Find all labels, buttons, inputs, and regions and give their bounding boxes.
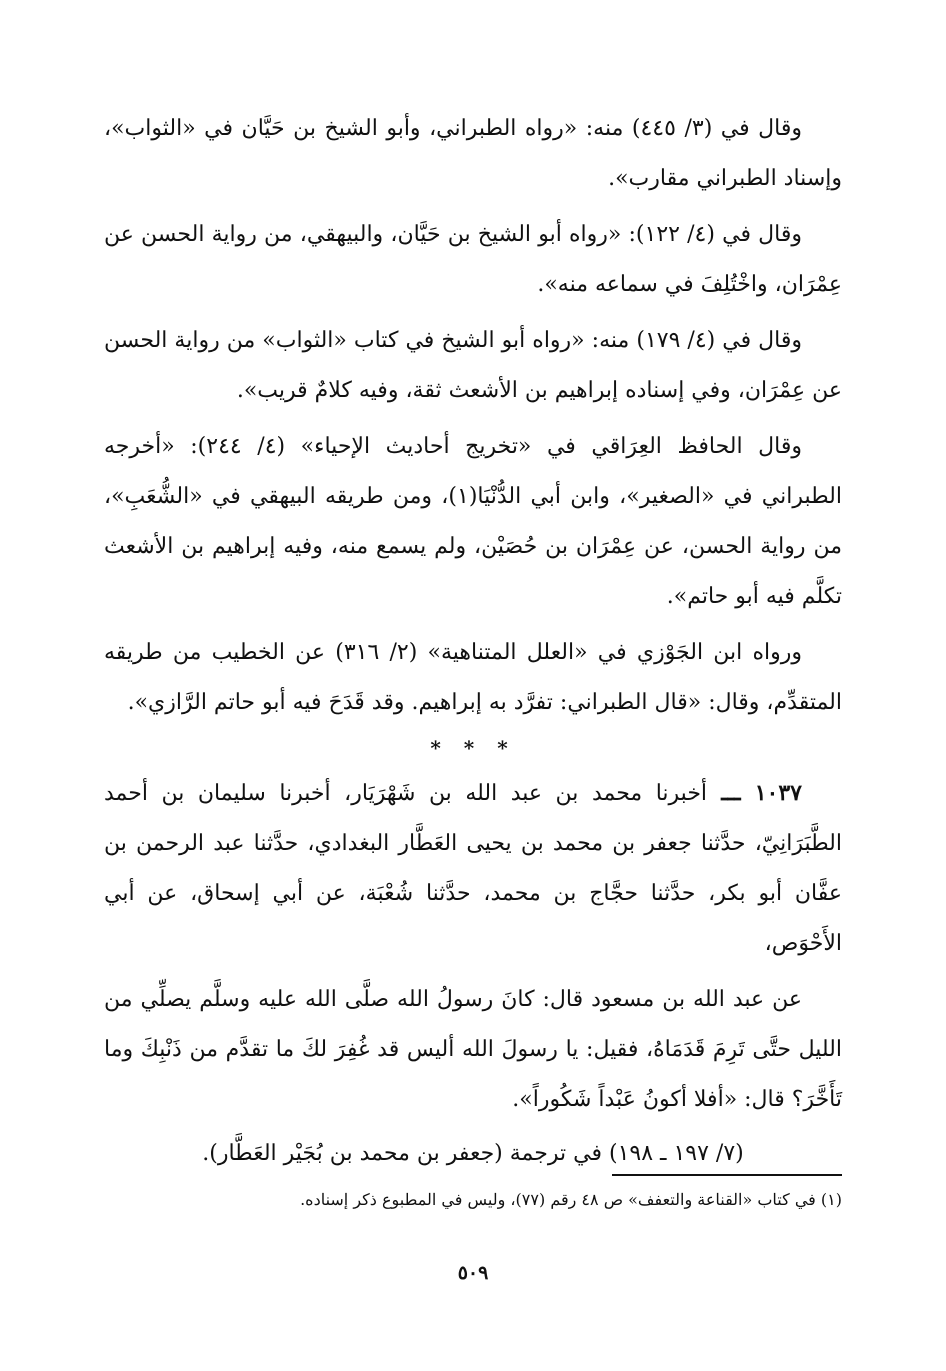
footnote-divider [612,1174,842,1176]
hadith-reference: (٧/ ١٩٧ ـ ١٩٨) في ترجمة (جعفر بن محمد بن بُجَيْر العَطَّار). [202,1141,744,1166]
page-number: ٥٠٩ [457,1262,489,1284]
main-text [104,104,842,1179]
hadith-dash: ـــ [707,780,755,806]
section-separator: * * * [430,736,516,760]
hadith-matn: عن عبد الله بن مسعود قال: كانَ رسولُ الله صلَّى الله عليه وسلَّم يصلِّي من الليل حتَّى تَرِمَ قَدَمَاهُ، فقيل: يا رسولَ الله أليس قد غُفِرَ لكَ ما تقدَّم من ذَنْبِكَ وما تَأَخَّرَ؟ قال: «أفلا أكونُ عَبْداً شَكُوراً». [104,987,842,1112]
paragraph-4: وقال الحافظ العِرَاقي في «تخريج أحاديث الإحياء» (٤/ ٢٤٤): «أخرجه الطبراني في «الصغير»، وابن أبي الدُّنْيَا(١)، ومن طريقه البيهقي في «الشُّعَبِ»، من رواية الحسن، عن عِمْرَان بن حُصَيْن، ولم يسمع منه، وفيه إبراهيم بن الأشعث تكلَّم فيه أبو حاتم». [104,434,842,609]
paragraph-2: وقال في (٤/ ١٢٢): «رواه أبو الشيخ بن حَيَّان، والبيهقي، من رواية الحسن عن عِمْرَان، واخْتُلِفَ في سماعه منه». [104,222,842,297]
hadith-isnad: أخبرنا محمد بن عبد الله بن شَهْرَيَار، أخبرنا سليمان بن أحمد الطَّبَرَانِيّ، حدَّثنا جعفر بن محمد بن يحيى العَطَّار البغدادي، حدَّثنا عبد الرحمن بن عفَّان أبو بكر، حدَّثنا حجَّاج بن محمد، حدَّثنا شُعْبَة، عن أبي إسحاق، عن أبي الأَحْوَص، [104,781,842,956]
hadith-number: ١٠٣٧ [754,780,802,806]
paragraph-1: وقال في (٣/ ٤٤٥) منه: «رواه الطبراني، وأبو الشيخ بن حَيَّان في «الثواب»، وإسناد الطبراني مقارب». [104,116,842,191]
paragraph-3: وقال في (٤/ ١٧٩) منه: «رواه أبو الشيخ في كتاب «الثواب» من رواية الحسن عن عِمْرَان، وفي إسناده إبراهيم بن الأشعث ثقة، وفيه كلامٌ قريب». [104,328,842,403]
hadith-isnad-paragraph [104,768,842,969]
paragraph-5: ورواه ابن الجَوْزي في «العلل المتناهية» (٢/ ٣١٦) عن الخطيب من طريقه المتقدِّم، وقال: «قال الطبراني: تفرَّد به إبراهيم. وقد قَدَحَ فيه أبو حاتم الرَّازي». [104,640,842,715]
footnote-1: (١) في كتاب «القناعة والتعفف» ص ٤٨ رقم (٧٧)، وليس في المطبوع ذكر إسناده. [300,1190,842,1209]
